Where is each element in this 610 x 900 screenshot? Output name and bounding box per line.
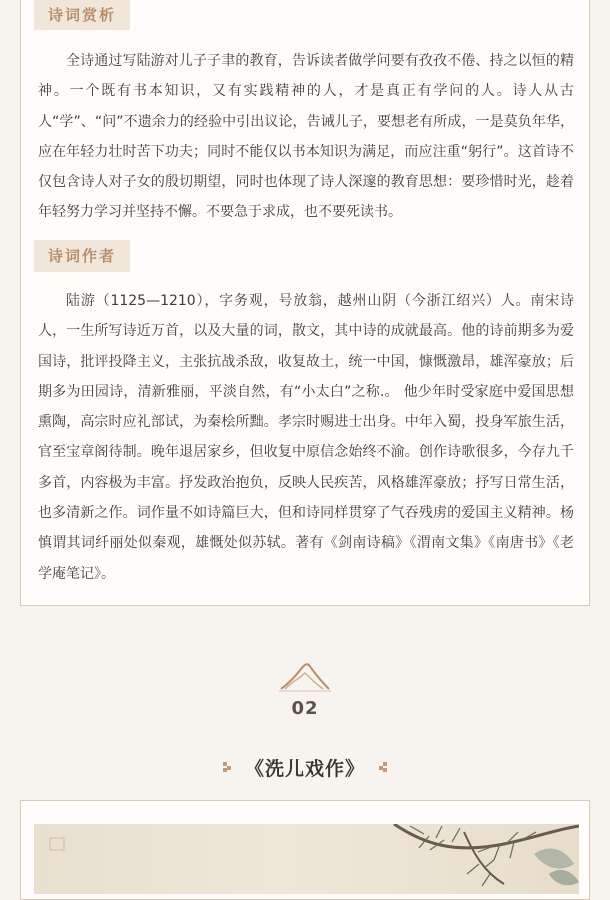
poem-painting <box>34 824 579 894</box>
diamond-ornament-icon <box>221 760 235 774</box>
poem-title: 《洗儿戏作》 <box>244 757 365 780</box>
section-label-author: 诗词作者 <box>34 240 130 272</box>
section-number: 02 <box>291 698 319 719</box>
author-paragraph: 陆游（1125—1210），字务观，号放翁，越州山阴（今浙江绍兴）人。南宋诗人，一生所写诗近万首，以及大量的词，散文，其中诗的成就最高。他的诗前期多为爱国诗，批评投降主义，主张抗战杀敌，收复故土，统一中国，慷慨激昂，雄浑豪放；后期多为田园诗，清新雅丽，平淡自然，有“小太白”之称.。 他少年时受家庭中爱国思想熏陶，高宗时应礼部试，为秦桧所黜。孝宗时赐进士出身。中年入蜀，投身军旅生活，官至宝章阁待制。晚年退居家乡，但收复中原信念始终不渝。创作诗歌很多，今存九千多首，内容极为丰富。抒发政治抱负，反映人民疾苦，风格雄浑豪放；抒写日常生活，也多清新之作。词作量不如诗篇巨大，但和诗同样贯穿了气吞残虏的爱国主义精神。杨慎谓其词纤丽处似秦观，雄慨处似苏轼。著有《剑南诗稿》《渭南文集》《南唐书》《老学庵笔记》。 <box>38 293 574 582</box>
pine-branch-illustration <box>34 824 579 894</box>
mountain-icon <box>279 659 331 693</box>
section-label-appreciation: 诗词赏析 <box>34 0 130 30</box>
poem-title-row <box>0 752 610 782</box>
diamond-ornament-icon <box>375 760 389 774</box>
appreciation-paragraph: 全诗通过写陆游对儿子子聿的教育，告诉读者做学问要有孜孜不倦、持之以恒的精神。一个既有书本知识，又有实践精神的人，才是真正有学问的人。诗人从古人“学”、“问”不遗余力的经验中引出议论，告诫儿子，要想老有所成，一是莫负年华，应在年轻力壮时苦下功夫；同时不能仅以书本知识为满足，而应注重“躬行”。这首诗不仅包含诗人对子女的殷切期望，同时也体现了诗人深邃的教育思想：要珍惜时光，趁着年轻努力学习并坚持不懈。不要急于求成，也不要死读书。 <box>38 53 574 221</box>
